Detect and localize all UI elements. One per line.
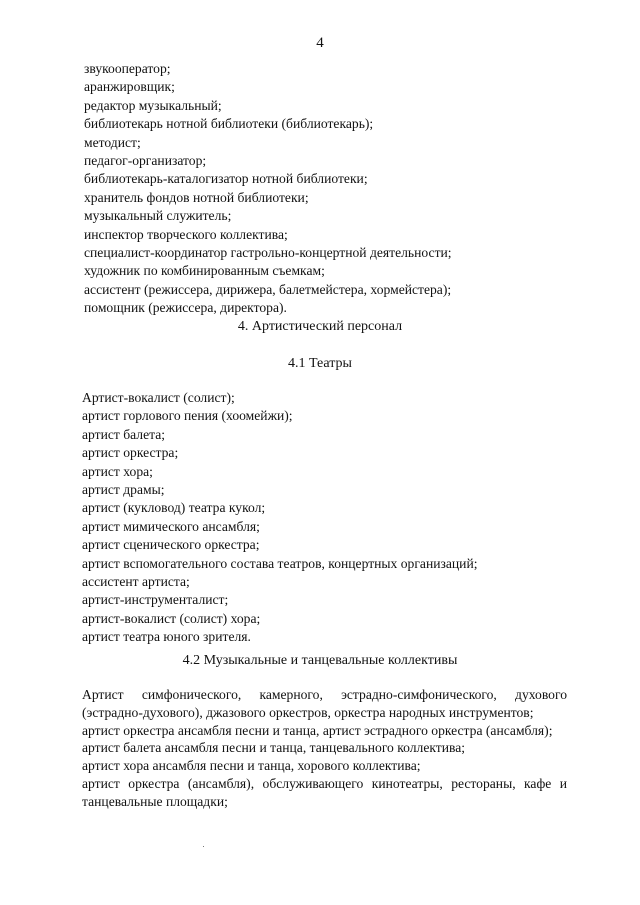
list-item: артист горлового пения (хоомейжи);: [82, 408, 293, 424]
list-item: артист-вокалист (солист) хора;: [82, 610, 261, 626]
list-item: артист вспомогательного состава театров, концертных организаций;: [82, 555, 478, 571]
list-item: Артист симфонического, камерного, эстрадно-симфонического, духового (эстрадно-духового), джазового оркестров, оркестра народных инструментов;: [82, 687, 567, 720]
list-item: артист мимического ансамбля;: [82, 518, 260, 534]
list-item: методист;: [84, 134, 141, 150]
list-item: артист сценического оркестра;: [82, 537, 260, 553]
list-item: педагог-организатор;: [84, 153, 207, 169]
list-item: артист оркестра;: [82, 445, 179, 461]
list-item: музыкальный служитель;: [84, 208, 232, 224]
list-item: артист оркестра (ансамбля), обслуживающего кинотеатры, рестораны, кафе и танцевальные площадки;: [82, 775, 567, 809]
list-item: хранитель фондов нотной библиотеки;: [84, 189, 309, 205]
list-item: артист драмы;: [82, 482, 165, 498]
list-item: аранжировщик;: [84, 79, 175, 95]
scan-speck: [203, 846, 204, 847]
list-item: артист хора ансамбля песни и танца, хорового коллектива;: [82, 758, 421, 774]
list-item: артист балета;: [82, 426, 166, 442]
list-item: ассистент (режиссера, дирижера, балетмейстера, хормейстера);: [84, 281, 452, 297]
list-item: ассистент артиста;: [82, 574, 190, 590]
subsection-heading-music: 4.2 Музыкальные и танцевальные коллективы: [182, 653, 458, 668]
list-item: специалист-координатор гастрольно-концертной деятельности;: [84, 245, 452, 261]
list-item: библиотекарь нотной библиотеки (библиотекарь);: [84, 116, 374, 132]
subsection-heading-theatres: 4.1 Театры: [288, 356, 352, 371]
list-item: артист-инструменталист;: [82, 592, 229, 608]
list-item: артист оркестра ансамбля песни и танца, артист эстрадного оркестра (ансамбля);: [82, 722, 553, 738]
staff-list: [84, 60, 584, 318]
list-item: Артист-вокалист (солист);: [82, 390, 235, 405]
list-item: артист (кукловод) театра кукол;: [82, 500, 266, 516]
list-item: артист театра юного зрителя.: [82, 629, 251, 645]
list-item: артист балета ансамбля песни и танца, танцевального коллектива;: [82, 740, 466, 756]
list-item: редактор музыкальный;: [84, 97, 222, 113]
music-collectives-list: [82, 686, 567, 811]
list-item: художник по комбинированным съемкам;: [84, 263, 325, 279]
list-item: помощник (режиссера, директора).: [84, 300, 287, 316]
page-number: 4: [316, 35, 324, 51]
list-item: артист хора;: [82, 463, 153, 479]
list-item: библиотекарь-каталогизатор нотной библиотеки;: [84, 171, 368, 187]
list-item: звукооператор;: [84, 61, 171, 76]
section-heading: 4. Артистический персонал: [237, 319, 403, 334]
theatres-list: [82, 389, 582, 647]
list-item: инспектор творческого коллектива;: [84, 226, 288, 242]
